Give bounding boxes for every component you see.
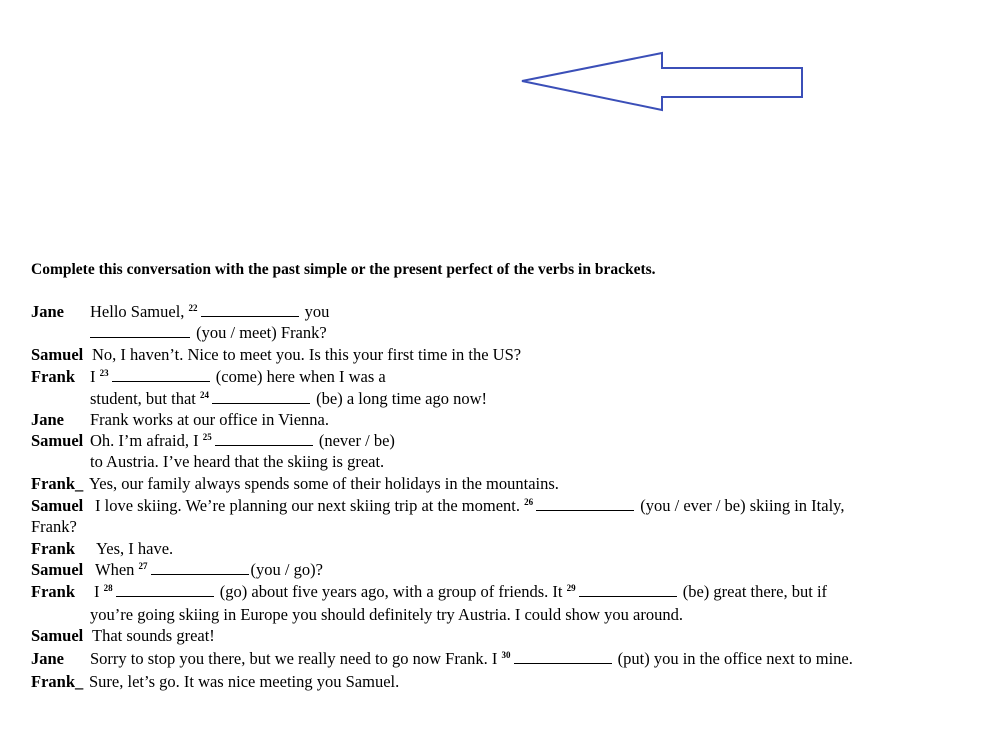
speaker-frank: Frank_ [31,672,84,691]
speaker-jane: Jane [31,302,64,321]
answer-blank[interactable] [151,560,249,575]
answer-blank[interactable] [201,302,299,317]
speaker-samuel: Samuel [31,345,84,364]
speaker-frank: Frank_ [31,474,84,493]
speaker-frank: Frank [31,539,76,558]
answer-blank[interactable] [112,367,210,382]
left-arrow-icon [0,0,1000,130]
speaker-frank: Frank [31,582,76,601]
answer-blank[interactable] [215,431,313,446]
instructions: Complete this conversation with the past simple or the present perfect of the verbs in brackets. [31,261,656,278]
speaker-samuel: Samuel [31,496,84,515]
answer-blank[interactable] [536,496,634,511]
answer-blank[interactable] [514,649,612,664]
speaker-samuel: Samuel [31,560,84,579]
answer-blank[interactable] [90,323,190,338]
answer-blank[interactable] [579,582,677,597]
speaker-jane: Jane [31,410,64,429]
answer-blank[interactable] [212,389,310,404]
speaker-samuel: Samuel [31,431,84,450]
speaker-samuel: Samuel [31,626,84,645]
speaker-jane: Jane [31,649,64,668]
answer-blank[interactable] [116,582,214,597]
speaker-frank: Frank [31,367,76,386]
